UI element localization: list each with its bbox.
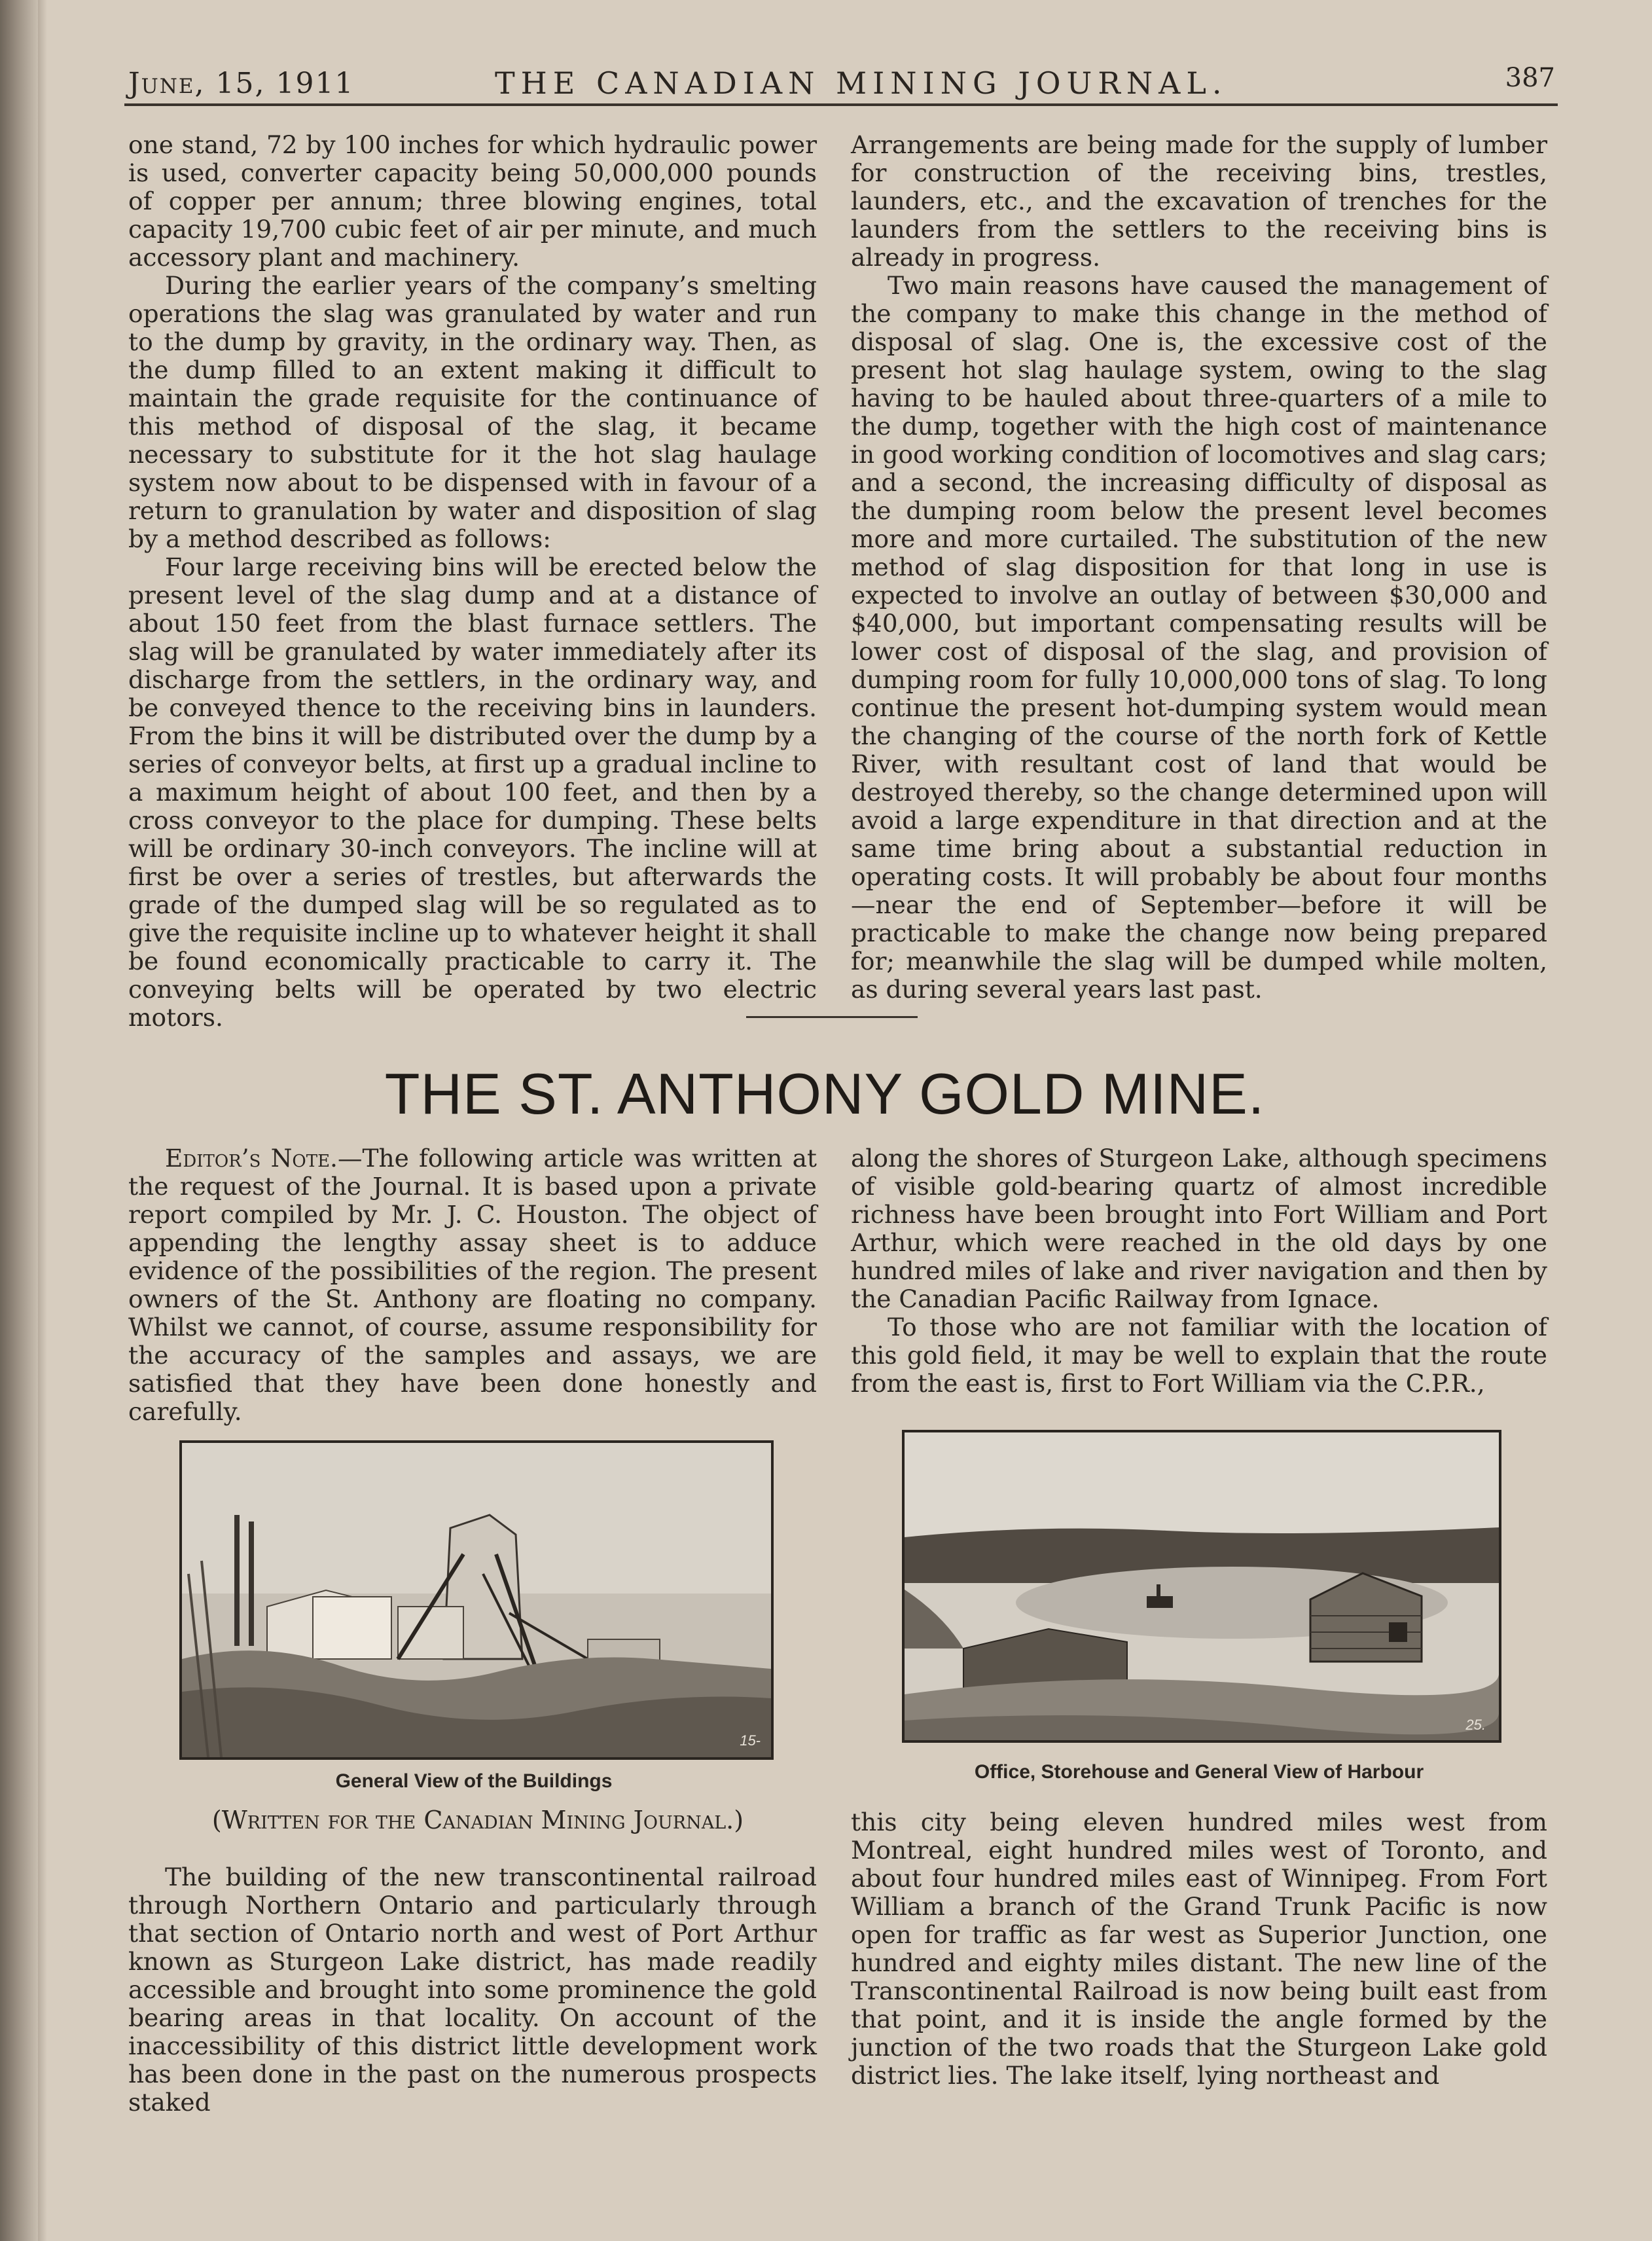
- paragraph: one stand, 72 by 100 inches for which hydraulic power is used, converter capacity being 50,000,000 pounds of copper per annum; three blowing engines, total capacity 19,700 cubic feet of air per minute, and much accessory plant and machinery.: [128, 130, 817, 272]
- running-header: [128, 60, 1555, 107]
- paper-edge: [38, 0, 47, 2241]
- journal-title: THE CANADIAN MINING JOURNAL.: [495, 65, 1228, 101]
- editors-note-paragraph: [128, 1144, 817, 1426]
- mine-buildings-illustration: [182, 1443, 771, 1757]
- article-title: THE ST. ANTHONY GOLD MINE.: [384, 1061, 1265, 1126]
- page-number: 387: [1505, 63, 1555, 93]
- plate-number: 25.: [1465, 1717, 1486, 1733]
- paragraph: During the earlier years of the company’s smelting operations the slag was granulated by water and run to the dump by gravity, in the ordinary way. Then, as the dump filled to an extent making it difficult to maintain the grade requisite for the continuance of this method of disposal of the slag, it became necessary to substitute for it the hot slag haulage system now about to be dispensed with in favour of a return to granulation by water and disposition of slag by a method described as follows:: [128, 271, 817, 553]
- paragraph: The building of the new transcontinental railroad through Northern Ontario and particularly through that section of Ontario north and west of Port Arthur known as Sturgeon Lake district, has made readily accessible and brought into some prominence the gold bearing areas in that locality. On account of the inaccessibility of this district little development work has been done in the past on the numerous prospects staked: [128, 1863, 817, 2117]
- bottom-left-column: [128, 1863, 817, 2117]
- editors-note: [128, 1144, 817, 1426]
- paragraph: Two main reasons have caused the management of the company to make this change in the method of disposal of slag. One is, the excessive cost of the present hot slag haulage system, owing to the slag having to be hauled about three-quarters of a mile to the dump, together with the high cost of maintenance in good working condition of locomotives and slag cars; and a second, the increasing difficulty of disposal as the dumping room below the present level becomes more and more curtailed. The substitution of the new method of slag disposition for that long in use is expected to involve an outlay of between $30,000 and $40,000, but important compensating results will be lower cost of disposal of the slag, and provision of dumping room for fully 10,000,000 tons of slag. To long continue the present hot-dumping system would mean the changing of the course of the north fork of Kettle River, with resultant cost of land that would be destroyed thereby, so the change determined upon will avoid a large expenditure in that direction and at the same time bring about a substantial reduction in operating costs. It will probably be about four months—near the end of September—before it will be practicable to make the change now being prepared for; meanwhile the slag will be dumped while molten, as during several years last past.: [851, 271, 1547, 1004]
- issue-date: June, 15, 1911: [128, 67, 355, 100]
- editors-note-text: —The following article was written at the request of the Journal. It is based upon a private report compiled by Mr. J. C. Houston. The object of appending the lengthy assay sheet is to adduce evidence of the possibilities of the region. The present owners of the St. Anthony are floating no company. Whilst we cannot, of course, assume responsibility for the accuracy of the samples and assays, we are satisfied that they have been done honestly and carefully.: [128, 1144, 817, 1426]
- photo-mine-buildings: [179, 1440, 774, 1760]
- paragraph: Four large receiving bins will be erected below the present level of the slag dump and at a distance of about 150 feet from the blast furnace settlers. The slag will be granulated by water immediately after its discharge from the settlers, in the ordinary way, and be conveyed thence to the receiving bins in launders. From the bins it will be distributed over the dump by a series of conveyor belts, at first up a gradual incline to a maximum height of about 100 feet, and then by a cross conveyor to the place for dumping. These belts will be ordinary 30-inch conveyors. The incline will at first be over a series of trestles, but afterwards the grade of the dumped slag will be so regulated as to give the requisite incline up to whatever height it shall be found economically practicable to carry it. The conveying belts will be operated by two electric motors.: [128, 553, 817, 1032]
- photo-caption: Office, Storehouse and General View of Harbour: [974, 1761, 1424, 1783]
- bottom-right-column: [851, 1808, 1547, 2090]
- book-spine-shadow: [0, 0, 38, 2241]
- header-rule: [124, 103, 1558, 106]
- harbour-illustration: [905, 1432, 1499, 1740]
- plate-number: 15-: [740, 1732, 761, 1749]
- paragraph: Arrangements are being made for the supply of lumber for construction of the receiving bins, trestles, launders, etc., and the excavation of trenches for the launders from the settlers to the receiving bins is already in progress.: [851, 130, 1547, 272]
- article-separator-rule: [746, 1016, 918, 1018]
- top-left-column: [128, 131, 817, 1032]
- paragraph: To those who are not familiar with the location of this gold field, it may be well to explain that the route from the east is, first to Fort William via the C.P.R.,: [851, 1313, 1547, 1398]
- written-for-line: (Written for the Canadian Mining Journal.): [211, 1806, 744, 1834]
- photo-caption: General View of the Buildings: [335, 1770, 613, 1792]
- editors-note-label: Editor’s Note.: [165, 1144, 338, 1173]
- photo-office-harbour: [902, 1430, 1501, 1743]
- right-intro-column: [851, 1144, 1547, 1398]
- paragraph: this city being eleven hundred miles west from Montreal, eight hundred miles west of Toronto, and about four hundred miles east of Winnipeg. From Fort William a branch of the Grand Trunk Pacific is now open for traffic as far west as Superior Junction, one hundred and eighty miles distant. The new line of the Transcontinental Railroad is now being built east from that point, and it is inside the angle formed by the junction of the two roads that the Sturgeon Lake gold district lies. The lake itself, lying northeast and: [851, 1808, 1547, 2090]
- top-right-column: [851, 131, 1547, 1004]
- paragraph: along the shores of Sturgeon Lake, although specimens of visible gold-bearing quartz of almost incredible richness have been brought into Fort William and Port Arthur, which were reached in the old days by one hundred miles of lake and river navigation and then by the Canadian Pacific Railway from Ignace.: [851, 1144, 1547, 1313]
